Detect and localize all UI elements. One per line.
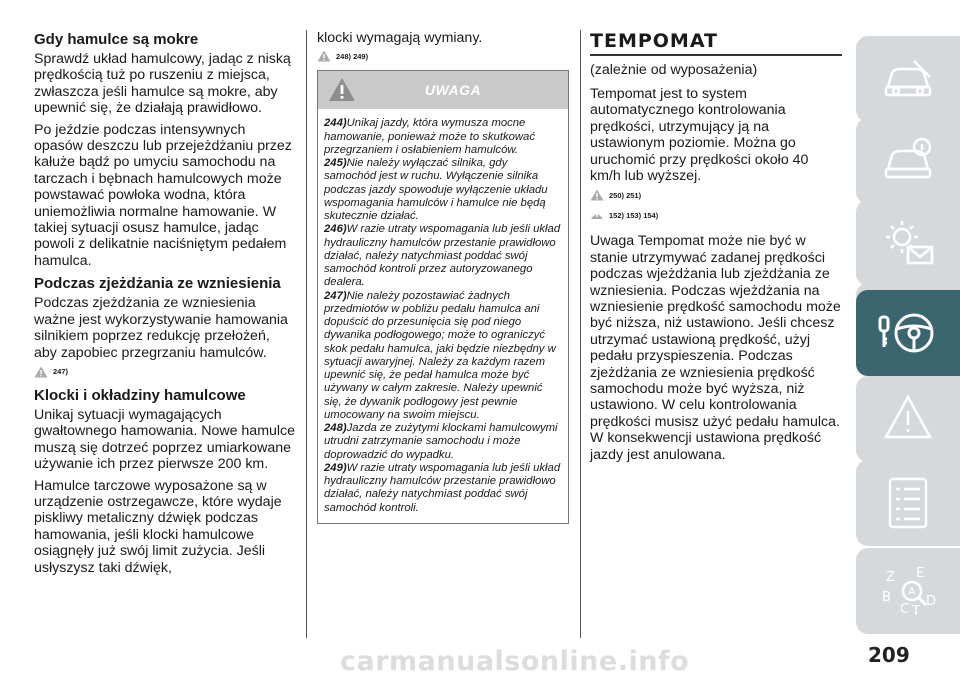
paragraph: Sprawdź układ hamulcowy, jadąc z niską prędkością tuż po ruszeniu z miejsca, zwłaszcza jeśli hamulce są mokre, aby upewnić się, że działają prawidłowo. xyxy=(34,51,291,117)
warning-item xyxy=(324,157,562,223)
paragraph: Hamulce tarczowe wyposażone są w urządzenie ostrzegawcze, które wydaje piskliwy metaliczny dźwięk podczas hamowania, jeśli klocki hamulcowe osiągnęły już swój limit zużycia. Jeśli usłyszysz taki dźwięk, xyxy=(34,477,282,576)
paragraph: Uwaga Tempomat może nie być w stanie utrzymywać zadanej prędkości podczas wjeżdżania lub zjeżdżania ze wzniesienia. Podczas wjeżdżania na wzniesienie prędkość samochodu może być niższa, niż ustawiono. Jeśli chcesz utrzymać ustawioną prędkość, użyj pedału przyspieszenia. Podczas zjeżdżania ze wzniesienia prędkość samochodu może być wyższa, niż ustawiono. W celu kontrolowania prędkości musisz użyć pedału hamulca. W konsekwencji ustawiona prędkość jazdy jest anulowana. xyxy=(590,233,841,463)
watermark: carmanualsonline.info xyxy=(340,646,690,677)
warning-item xyxy=(324,290,562,423)
warning-number: 246) xyxy=(324,223,347,236)
warning-triangle-icon xyxy=(328,77,356,102)
svg-text:Z: Z xyxy=(886,570,895,585)
warning-triangle-icon xyxy=(590,189,604,201)
warning-text: Jazda ze zużytymi klockami hamulcowymi utrudni zatrzymanie samochodu i może doprowadzić do wypadku. xyxy=(324,422,558,461)
svg-text:D: D xyxy=(926,594,937,609)
alphabetical-index-icon xyxy=(878,561,938,621)
tab-starting-driving[interactable] xyxy=(856,290,960,376)
warning-text: W razie utraty wspomagania lub jeśli układ hydrauliczny hamulców przestanie prawidłowo działać, należy natychmiast poddać swój samochód kontroli. xyxy=(324,461,561,514)
column-divider xyxy=(580,30,581,638)
warning-list xyxy=(318,109,568,523)
warning-item xyxy=(324,422,562,462)
paragraph: Tempomat jest to system automatycznego kontrolowania prędkości, utrzymujący ją na ustawionym poziomie. Można go uruchomić przy prędkości około 40 km/h lub wyższej. xyxy=(590,85,809,184)
warning-reference xyxy=(590,189,842,201)
paragraph: Po jeździe podczas intensywnych opasów deszczu lub przejeżdżaniu przez kałuże bądź po umyciu samochodu na tarczach i bębnach hamulcowych może powstawać powłoka wodna, która uniemożliwia normalne hamowanie. W takiej sytuacji osusz hamulce, jadąc powoli z delikatnie naciśniętym pedałem hamulca. xyxy=(34,121,292,269)
warning-number: 245) xyxy=(324,157,347,170)
warning-text: Nie należy pozostawiać żadnych przedmiotów w pobliżu pedału hamulca ani dopuścić do przesunięcia się pod niego dywanika podłogowego; może to ograniczyć skok pedału hamulca, jaki będzie niezbędny w sytuacji awaryjnej. Należy za każdym razem upewnić się, że pedał hamulca może być używany w całym zakresie. Należy upewnić się, że dywanik podłogowy jest pewnie umocowany na swoim miejscu. xyxy=(324,289,556,421)
caution-reference xyxy=(590,209,842,221)
warning-reference xyxy=(34,366,296,378)
svg-text:T: T xyxy=(912,604,920,619)
tab-maintenance[interactable] xyxy=(856,460,960,546)
warning-text: W razie utraty wspomagania lub jeśli układ hydrauliczny hamulców przestanie prawidłowo działać, należy natychmiast poddać swój samochód kontroli przez autoryzowanego dealera. xyxy=(324,223,561,289)
section-title: TEMPOMAT xyxy=(590,30,719,52)
page-number: 209 xyxy=(868,643,910,667)
car-info-icon xyxy=(878,131,938,191)
column-divider xyxy=(306,30,307,638)
svg-text:E: E xyxy=(916,566,925,581)
lights-mail-icon xyxy=(878,213,938,273)
warning-item xyxy=(324,223,562,289)
warning-text: Unikaj jazdy, która wymusza mocne hamowanie, ponieważ może to skutkować przegrzaniem i osłabieniem hamulców. xyxy=(324,117,535,156)
heading-brake-pads: Klocki i okładziny hamulcowe xyxy=(34,386,246,404)
warning-text: Nie należy wyłączać silnika, gdy samochód jest w ruchu. Wyłączenie silnika podczas jazdy spowoduje wyłączenie układu wspomagania hamulców i hamulce nie będą skutecznie działać. xyxy=(324,157,548,223)
reference-numbers: 248) 249) xyxy=(336,51,369,61)
column-right xyxy=(590,30,842,468)
svg-text:B: B xyxy=(882,590,891,605)
title-rule xyxy=(590,54,842,56)
paragraph: Podczas zjeżdżania ze wzniesienia ważne jest wykorzystywanie hamowania silnikiem poprzez redukcję przełożeń, aby zapobiec przegrzaniu hamulców. xyxy=(34,295,288,361)
heading-downhill: Podczas zjeżdżania ze wzniesienia xyxy=(34,275,281,293)
svg-text:A: A xyxy=(908,585,916,598)
car-dashboard-icon xyxy=(878,49,938,109)
tab-dashboard[interactable] xyxy=(856,36,960,122)
warning-number: 249) xyxy=(324,461,347,474)
column-middle xyxy=(317,30,569,524)
key-steering-wheel-icon xyxy=(878,303,938,363)
warning-number: 247) xyxy=(324,289,347,302)
warning-reference xyxy=(317,50,569,62)
reference-numbers: 250) 251) xyxy=(609,190,642,200)
caution-icon xyxy=(590,209,604,221)
subtitle: (zależnie od wyposażenia) xyxy=(590,61,758,78)
tab-car-info[interactable] xyxy=(856,118,960,204)
paragraph: klocki wymagają wymiany. xyxy=(317,30,483,46)
column-left xyxy=(34,30,296,581)
reference-numbers: 152) 153) 154) xyxy=(609,210,659,220)
warning-item xyxy=(324,462,562,515)
warning-number: 244) xyxy=(324,117,347,130)
warning-number: 248) xyxy=(324,422,347,435)
tab-lights[interactable] xyxy=(856,200,960,286)
reference-numbers: 247) xyxy=(53,367,69,377)
warning-header xyxy=(318,71,568,109)
heading-wet-brakes: Gdy hamulce są mokre xyxy=(34,31,199,48)
svg-text:C: C xyxy=(900,602,910,617)
warning-triangle-icon xyxy=(317,50,331,62)
warning-triangle-icon xyxy=(34,366,48,378)
warning-title: UWAGA xyxy=(424,82,482,99)
warning-box xyxy=(317,70,569,524)
warning-item xyxy=(324,117,562,157)
paragraph: Unikaj sytuacji wymagających gwałtownego hamowania. Nowe hamulce muszą się dotrzeć poprzez umiarkowane używanie ich przez pierwsze 200 km. xyxy=(34,406,296,473)
warning-triangle-icon xyxy=(878,389,938,449)
tab-index[interactable] xyxy=(856,548,960,634)
tab-emergency[interactable] xyxy=(856,376,960,462)
maintenance-checklist-icon xyxy=(878,473,938,533)
